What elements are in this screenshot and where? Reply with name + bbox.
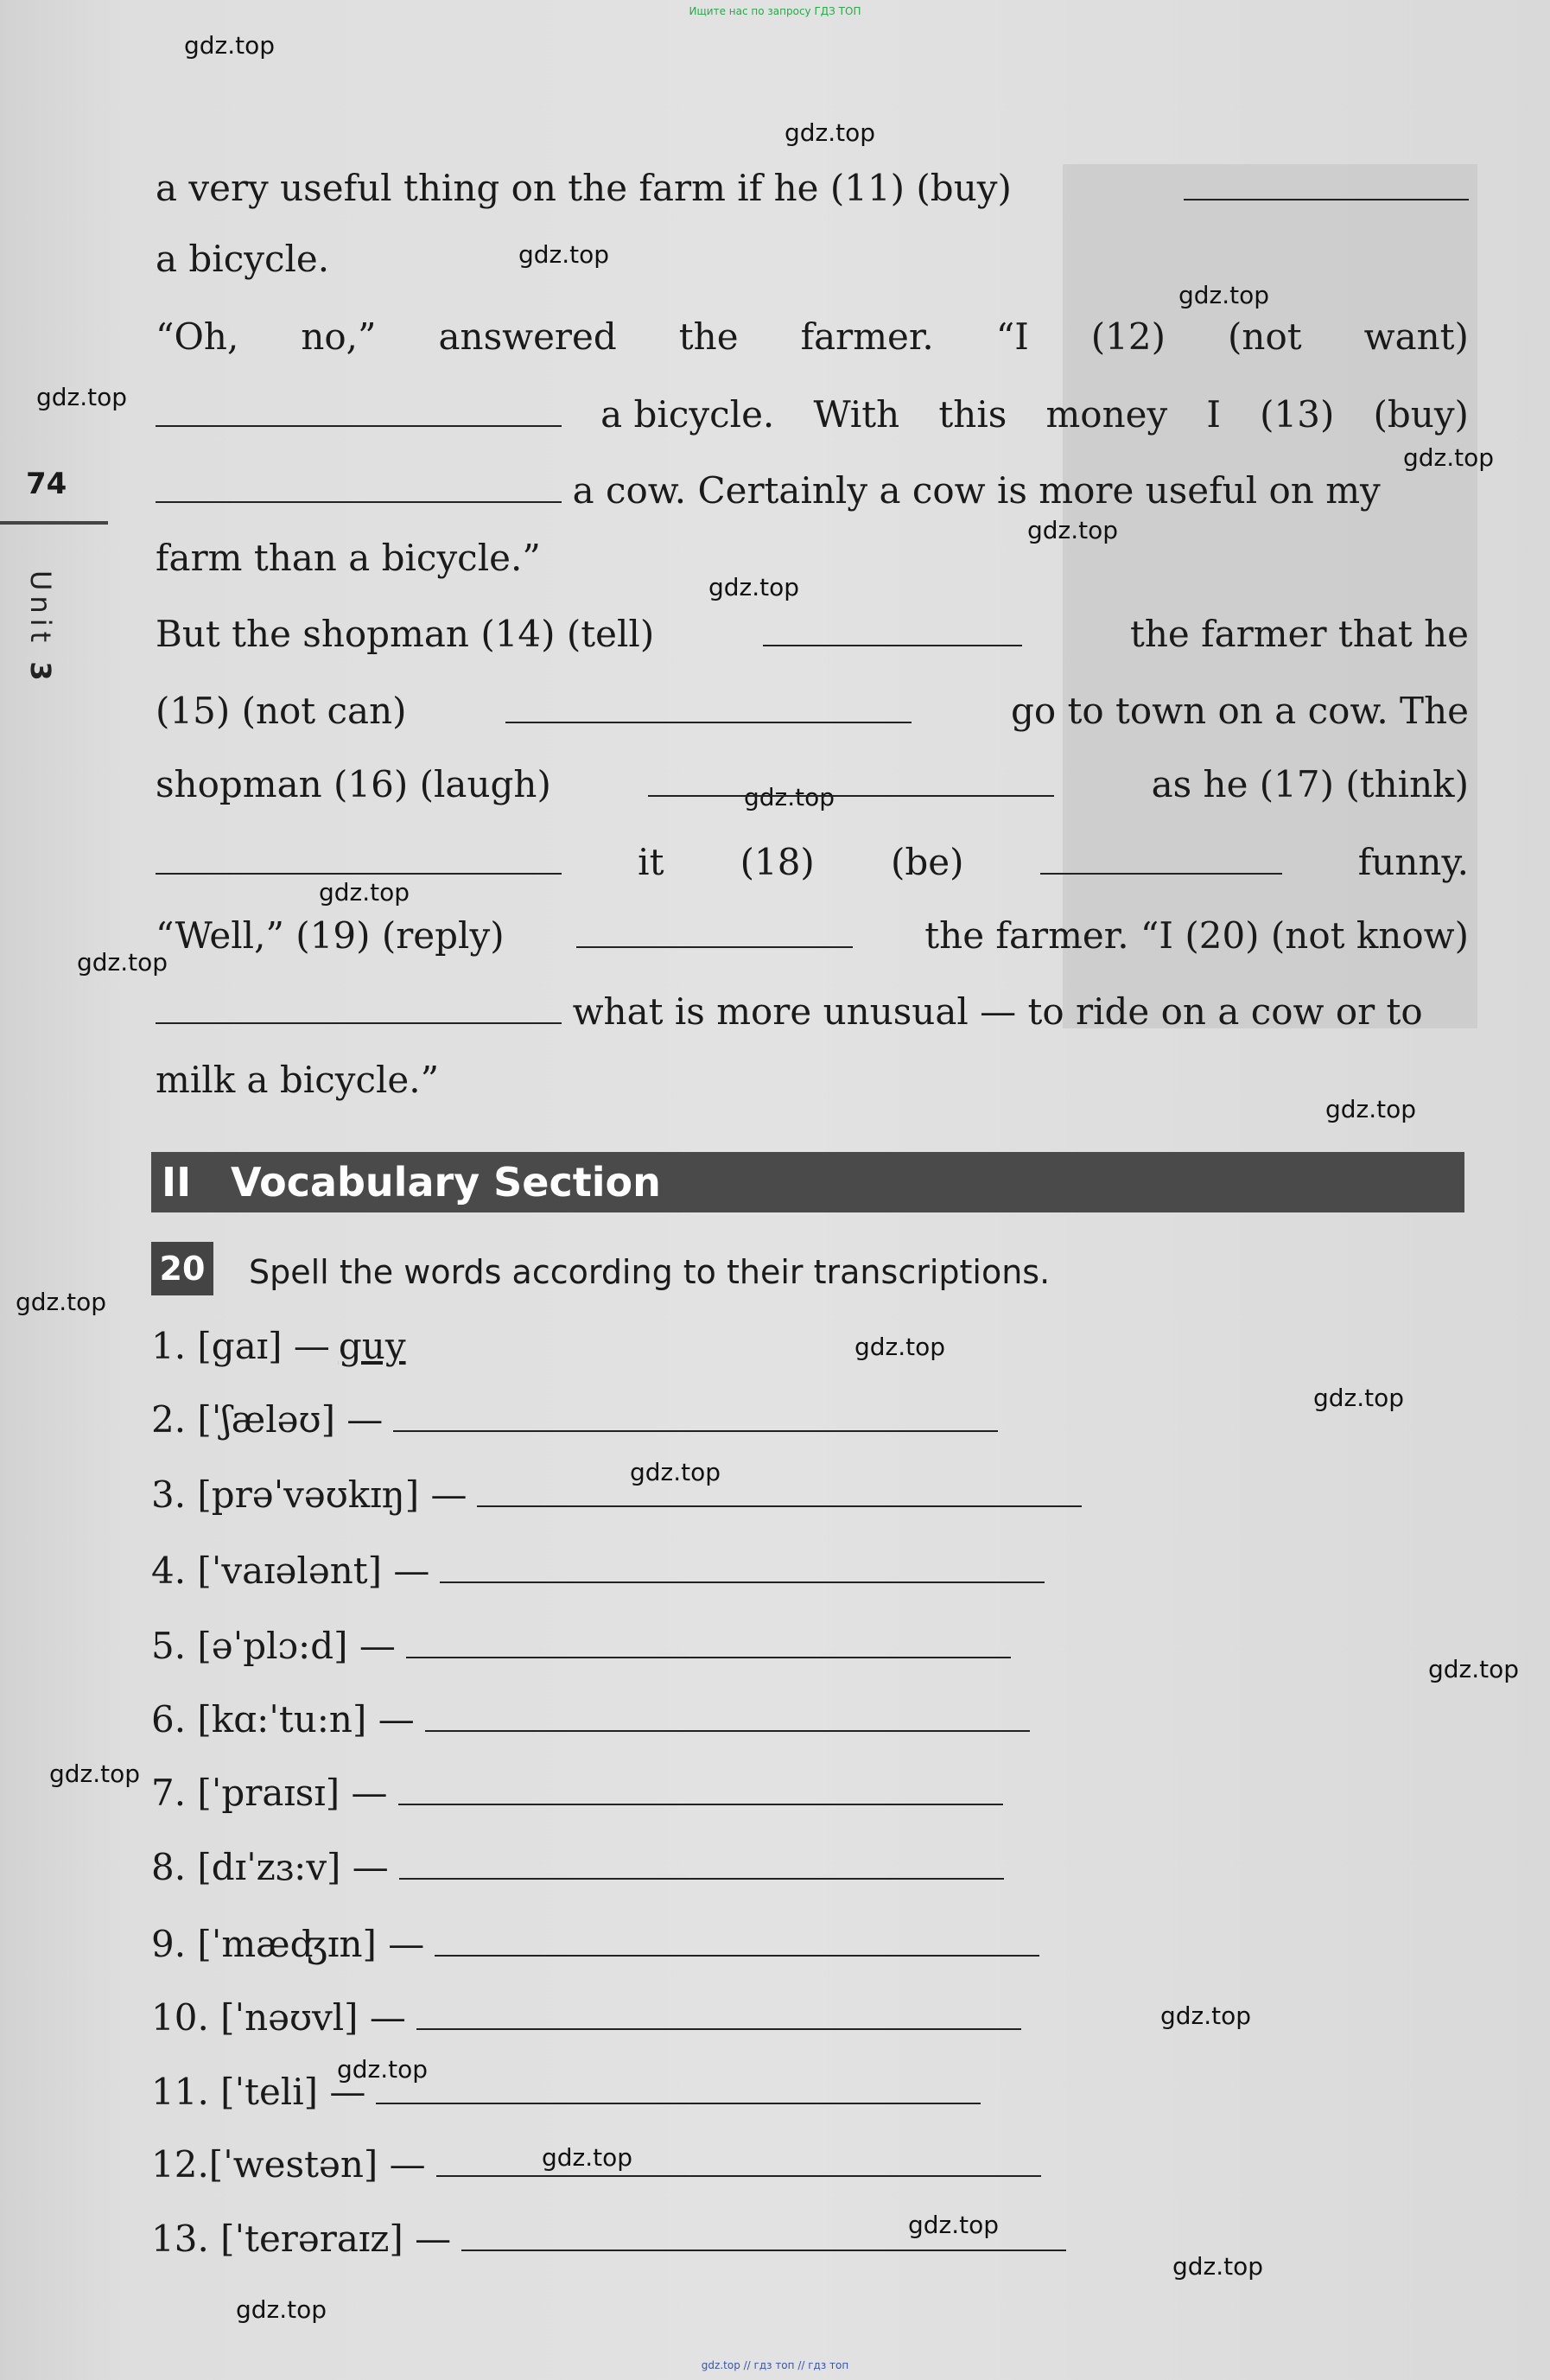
exercise-item (151, 1994, 1021, 2042)
exercise-item (151, 1769, 1003, 1817)
exercise-number-badge: 20 (151, 1242, 213, 1295)
story-line (156, 235, 1469, 283)
story-text: (be) (890, 841, 964, 883)
story-text: (12) (1090, 315, 1166, 358)
watermark: gdz.top (744, 783, 835, 811)
watermark: gdz.top (16, 1288, 107, 1316)
section-title: Vocabulary Section (231, 1159, 661, 1206)
story-text: (18) (740, 841, 815, 883)
watermark: gdz.top (184, 31, 276, 60)
story-text: (buy) (1373, 393, 1469, 436)
story-text: what is more unusual — to ride on a cow or to (572, 990, 1423, 1033)
exercise-item (151, 1322, 406, 1371)
exercise-item (151, 2215, 1066, 2263)
story-text: no,” (301, 315, 377, 358)
exercise-item (151, 2068, 981, 2116)
watermark: gdz.top (1403, 443, 1495, 472)
story-text: shopman (16) (laugh) (156, 763, 551, 805)
story-text: the farmer. “I (20) (not know) (924, 914, 1469, 957)
answer-blank[interactable] (376, 2102, 981, 2104)
story-text: the farmer that he (1129, 613, 1469, 655)
bleed-through-image (1063, 164, 1477, 1028)
story-text: a bicycle. (156, 238, 330, 280)
watermark: gdz.top (1178, 281, 1270, 309)
filled-answer: guy (338, 1325, 406, 1367)
transcription-label: 2. [ˈʃæləʊ] — (151, 1398, 384, 1441)
bottom-banner[interactable]: gdz.top // гдз топ // гдз топ (701, 2359, 849, 2371)
story-text: funny. (1357, 841, 1469, 883)
transcription-label: 8. [dɪˈzɜ:v] — (151, 1846, 389, 1888)
exercise-item (151, 1471, 1082, 1519)
unit-label (26, 570, 57, 686)
watermark: gdz.top (337, 2055, 429, 2084)
watermark: gdz.top (1428, 1655, 1520, 1683)
story-line (156, 313, 1469, 361)
story-text: as he (17) (think) (1151, 763, 1469, 805)
answer-blank[interactable] (436, 2174, 1041, 2177)
transcription-label: 12.[ˈwestən] — (151, 2143, 426, 2186)
answer-blank[interactable] (399, 1877, 1004, 1880)
answer-blank[interactable] (156, 1021, 562, 1024)
answer-blank[interactable] (425, 1729, 1030, 1732)
answer-blank[interactable] (393, 1429, 998, 1432)
watermark: gdz.top (542, 2143, 633, 2172)
story-line (156, 760, 1469, 809)
page-number-rule (0, 521, 108, 525)
story-line (156, 391, 1469, 439)
watermark: gdz.top (785, 118, 876, 147)
watermark: gdz.top (236, 2295, 327, 2324)
story-text: answered (438, 315, 617, 358)
watermark: gdz.top (1027, 516, 1119, 544)
answer-blank[interactable] (156, 500, 562, 503)
story-text: want) (1363, 315, 1469, 358)
story-line (156, 534, 1469, 582)
story-text: (not (1228, 315, 1302, 358)
answer-blank[interactable] (576, 945, 853, 948)
watermark: gdz.top (1325, 1095, 1417, 1123)
story-line (156, 610, 1469, 659)
exercise-instruction: Spell the words according to their transcriptions. (249, 1253, 1051, 1291)
story-text: With (813, 393, 900, 436)
transcription-label: 9. [ˈmæʤɪn] — (151, 1923, 425, 1965)
watermark: gdz.top (1313, 1384, 1405, 1412)
watermark: gdz.top (518, 240, 610, 269)
exercise-item (151, 1547, 1045, 1595)
story-text: it (638, 841, 664, 883)
story-line (156, 687, 1469, 735)
answer-blank[interactable] (763, 644, 1022, 646)
story-line (156, 912, 1469, 960)
story-text: “Oh, (156, 315, 239, 358)
transcription-label: 10. [ˈnəʊvl] — (151, 1996, 406, 2039)
story-line (156, 467, 1469, 515)
story-text: a very useful thing on the farm if he (11) (buy) (156, 167, 1012, 209)
answer-blank[interactable] (461, 2249, 1066, 2251)
story-text: the (678, 315, 739, 358)
transcription-label: 6. [kɑ:ˈtu:n] — (151, 1698, 415, 1740)
transcription-label: 4. [ˈvaɪələnt] — (151, 1550, 430, 1592)
answer-blank[interactable] (505, 721, 912, 723)
exercise-item (151, 1696, 1030, 1744)
watermark: gdz.top (1160, 2001, 1252, 2030)
story-text: “I (995, 315, 1029, 358)
transcription-label: 3. [prəˈvəʊkɪŋ] — (151, 1473, 467, 1516)
watermark: gdz.top (49, 1760, 141, 1788)
exercise-item (151, 2141, 1041, 2189)
exercise-item (151, 1622, 1011, 1670)
watermark: gdz.top (854, 1333, 946, 1361)
story-text: go to town on a cow. The (1010, 690, 1469, 732)
story-text: But the shopman (14) (tell) (156, 613, 655, 655)
watermark: gdz.top (630, 1458, 721, 1486)
story-text: farm than a bicycle.” (156, 537, 541, 579)
watermark: gdz.top (1172, 2252, 1264, 2281)
story-text: (13) (1260, 393, 1335, 436)
story-text: (15) (not can) (156, 690, 407, 732)
answer-blank[interactable] (1040, 872, 1282, 875)
section-roman-numeral: II (162, 1159, 192, 1206)
answer-blank[interactable] (416, 2027, 1021, 2030)
watermark: gdz.top (319, 878, 410, 907)
transcription-label: 13. [ˈterəraɪz] — (151, 2218, 452, 2260)
story-text: I (1206, 393, 1221, 436)
watermark: gdz.top (36, 383, 128, 411)
story-text: “Well,” (19) (reply) (156, 914, 505, 957)
story-line (156, 838, 1469, 887)
answer-blank[interactable] (648, 794, 1054, 797)
watermark: gdz.top (77, 948, 168, 977)
story-text: farmer. (800, 315, 934, 358)
story-text: milk a bicycle.” (156, 1059, 440, 1101)
story-text: a bicycle. (600, 393, 775, 436)
story-line (156, 164, 1469, 213)
watermark: gdz.top (908, 2211, 1000, 2239)
answer-blank[interactable] (156, 424, 562, 427)
unit-word: Unit (24, 570, 57, 648)
story-text: this (938, 393, 1007, 436)
story-text: money (1045, 393, 1168, 436)
top-banner[interactable]: Ищите нас по запросу ГДЗ ТОП (689, 5, 861, 17)
transcription-label: 5. [əˈplɔ:d] — (151, 1625, 396, 1667)
exercise-item (151, 1396, 998, 1444)
story-line (156, 988, 1469, 1036)
answer-blank[interactable] (1184, 198, 1469, 200)
transcription-label: 7. [ˈpraɪsɪ] — (151, 1772, 388, 1814)
story-text: a cow. Certainly a cow is more useful on my (572, 469, 1381, 512)
answer-blank[interactable] (398, 1803, 1003, 1805)
answer-blank[interactable] (477, 1505, 1082, 1507)
exercise-item (151, 1843, 1004, 1892)
answer-blank[interactable] (406, 1656, 1011, 1658)
exercise-item (151, 1920, 1039, 1969)
answer-blank[interactable] (435, 1954, 1039, 1957)
answer-blank[interactable] (440, 1581, 1045, 1583)
story-line (156, 1056, 1469, 1104)
page-number: 74 (26, 467, 67, 501)
transcription-label: 11. [ˈteli] — (151, 2071, 366, 2113)
watermark: gdz.top (708, 573, 800, 601)
answer-blank[interactable] (156, 872, 562, 875)
unit-number: 3 (24, 661, 57, 686)
section-header (151, 1152, 1464, 1212)
transcription-label: 1. [gaɪ] — (151, 1325, 330, 1367)
